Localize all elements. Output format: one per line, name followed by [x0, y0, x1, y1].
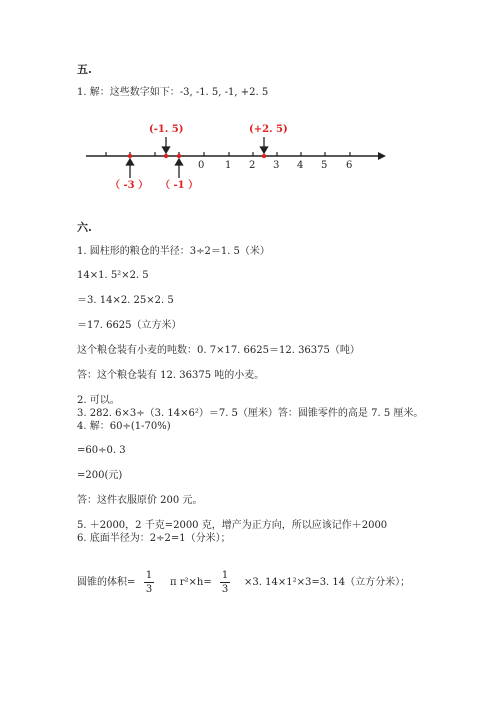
fraction-one-third-a — [142, 570, 156, 595]
line-6-7: 2. 可以。 — [77, 395, 120, 406]
tick-label-3: 3 — [273, 160, 280, 171]
point-pos2-5 — [262, 154, 266, 158]
formula-result: ×3. 14×1²×3=3. 14（立方分米）； — [244, 577, 411, 588]
tick-label-5: 5 — [321, 160, 328, 171]
fraction-one-third-b — [218, 570, 232, 595]
tick-label-2: 2 — [249, 160, 256, 171]
tick-label-4: 4 — [297, 160, 304, 171]
line-6-5: 这个粮仓装有小麦的吨数：0. 7×17. 6625＝12. 36375（吨） — [77, 345, 360, 356]
tick-label-0: 0 — [198, 160, 205, 171]
line-6-11: =200(元) — [77, 470, 123, 481]
label-neg3: （ -3 ） — [110, 180, 149, 191]
arrow-pos2-5-head — [261, 147, 268, 153]
fraction-denominator: 3 — [145, 584, 153, 595]
fraction-denominator: 3 — [221, 584, 229, 595]
line-6-2: 14×1. 5²×2. 5 — [77, 270, 149, 281]
tick-label-6: 6 — [346, 160, 353, 171]
fraction-bar — [144, 582, 154, 583]
point-neg1-5 — [164, 154, 168, 158]
point-neg1 — [177, 154, 181, 158]
line-6-6: 答：这个粮仓装有 12. 36375 吨的小麦。 — [77, 370, 265, 381]
line-6-10: =60÷0. 3 — [77, 445, 126, 456]
arrow-neg3-head — [127, 159, 134, 165]
line-6-9: 4. 解：60÷(1-70%) — [77, 421, 171, 432]
line-6-8: 3. 282. 6×3÷（3. 14×6²）＝7. 5（厘米）答：圆锥零件的高是 7. 5 厘米。 — [77, 408, 424, 419]
line-6-14: 6. 底面半径为：2÷2=1（分米）； — [77, 533, 231, 544]
tick-label-1: 1 — [225, 160, 232, 171]
line-6-4: ＝17. 6625（立方米） — [77, 320, 182, 331]
line-6-1: 1. 圆柱形的粮仓的半径：3÷2＝1. 5（米） — [77, 246, 270, 257]
axis-arrow-head — [378, 152, 386, 160]
section-5-heading: 五. — [77, 63, 92, 76]
label-neg1-5: (-1. 5) — [149, 124, 184, 135]
line-6-3: ＝3. 14×2. 25×2. 5 — [77, 295, 174, 306]
label-pos2-5: (+2. 5) — [249, 124, 288, 135]
arrow-neg1-5-head — [163, 147, 170, 153]
formula-middle: π r²×h= — [170, 577, 212, 588]
line-6-13: 5. ＋2000，2 千克=2000 克，增产为正方向，所以应该记作＋2000 — [77, 520, 388, 531]
label-neg1: （ -1 ） — [160, 180, 199, 191]
section-6-heading: 六. — [77, 221, 92, 234]
fraction-bar — [220, 582, 230, 583]
fraction-numerator: 1 — [221, 570, 229, 581]
arrow-neg1-head — [176, 159, 183, 165]
fraction-numerator: 1 — [145, 570, 153, 581]
section-5-line-1: 1. 解：这些数字如下：-3, -1. 5, -1, +2. 5 — [77, 87, 269, 98]
formula-label: 圆锥的体积= — [77, 577, 136, 588]
point-neg3 — [128, 154, 132, 158]
line-6-12: 答：这件衣服原价 200 元。 — [77, 495, 203, 506]
